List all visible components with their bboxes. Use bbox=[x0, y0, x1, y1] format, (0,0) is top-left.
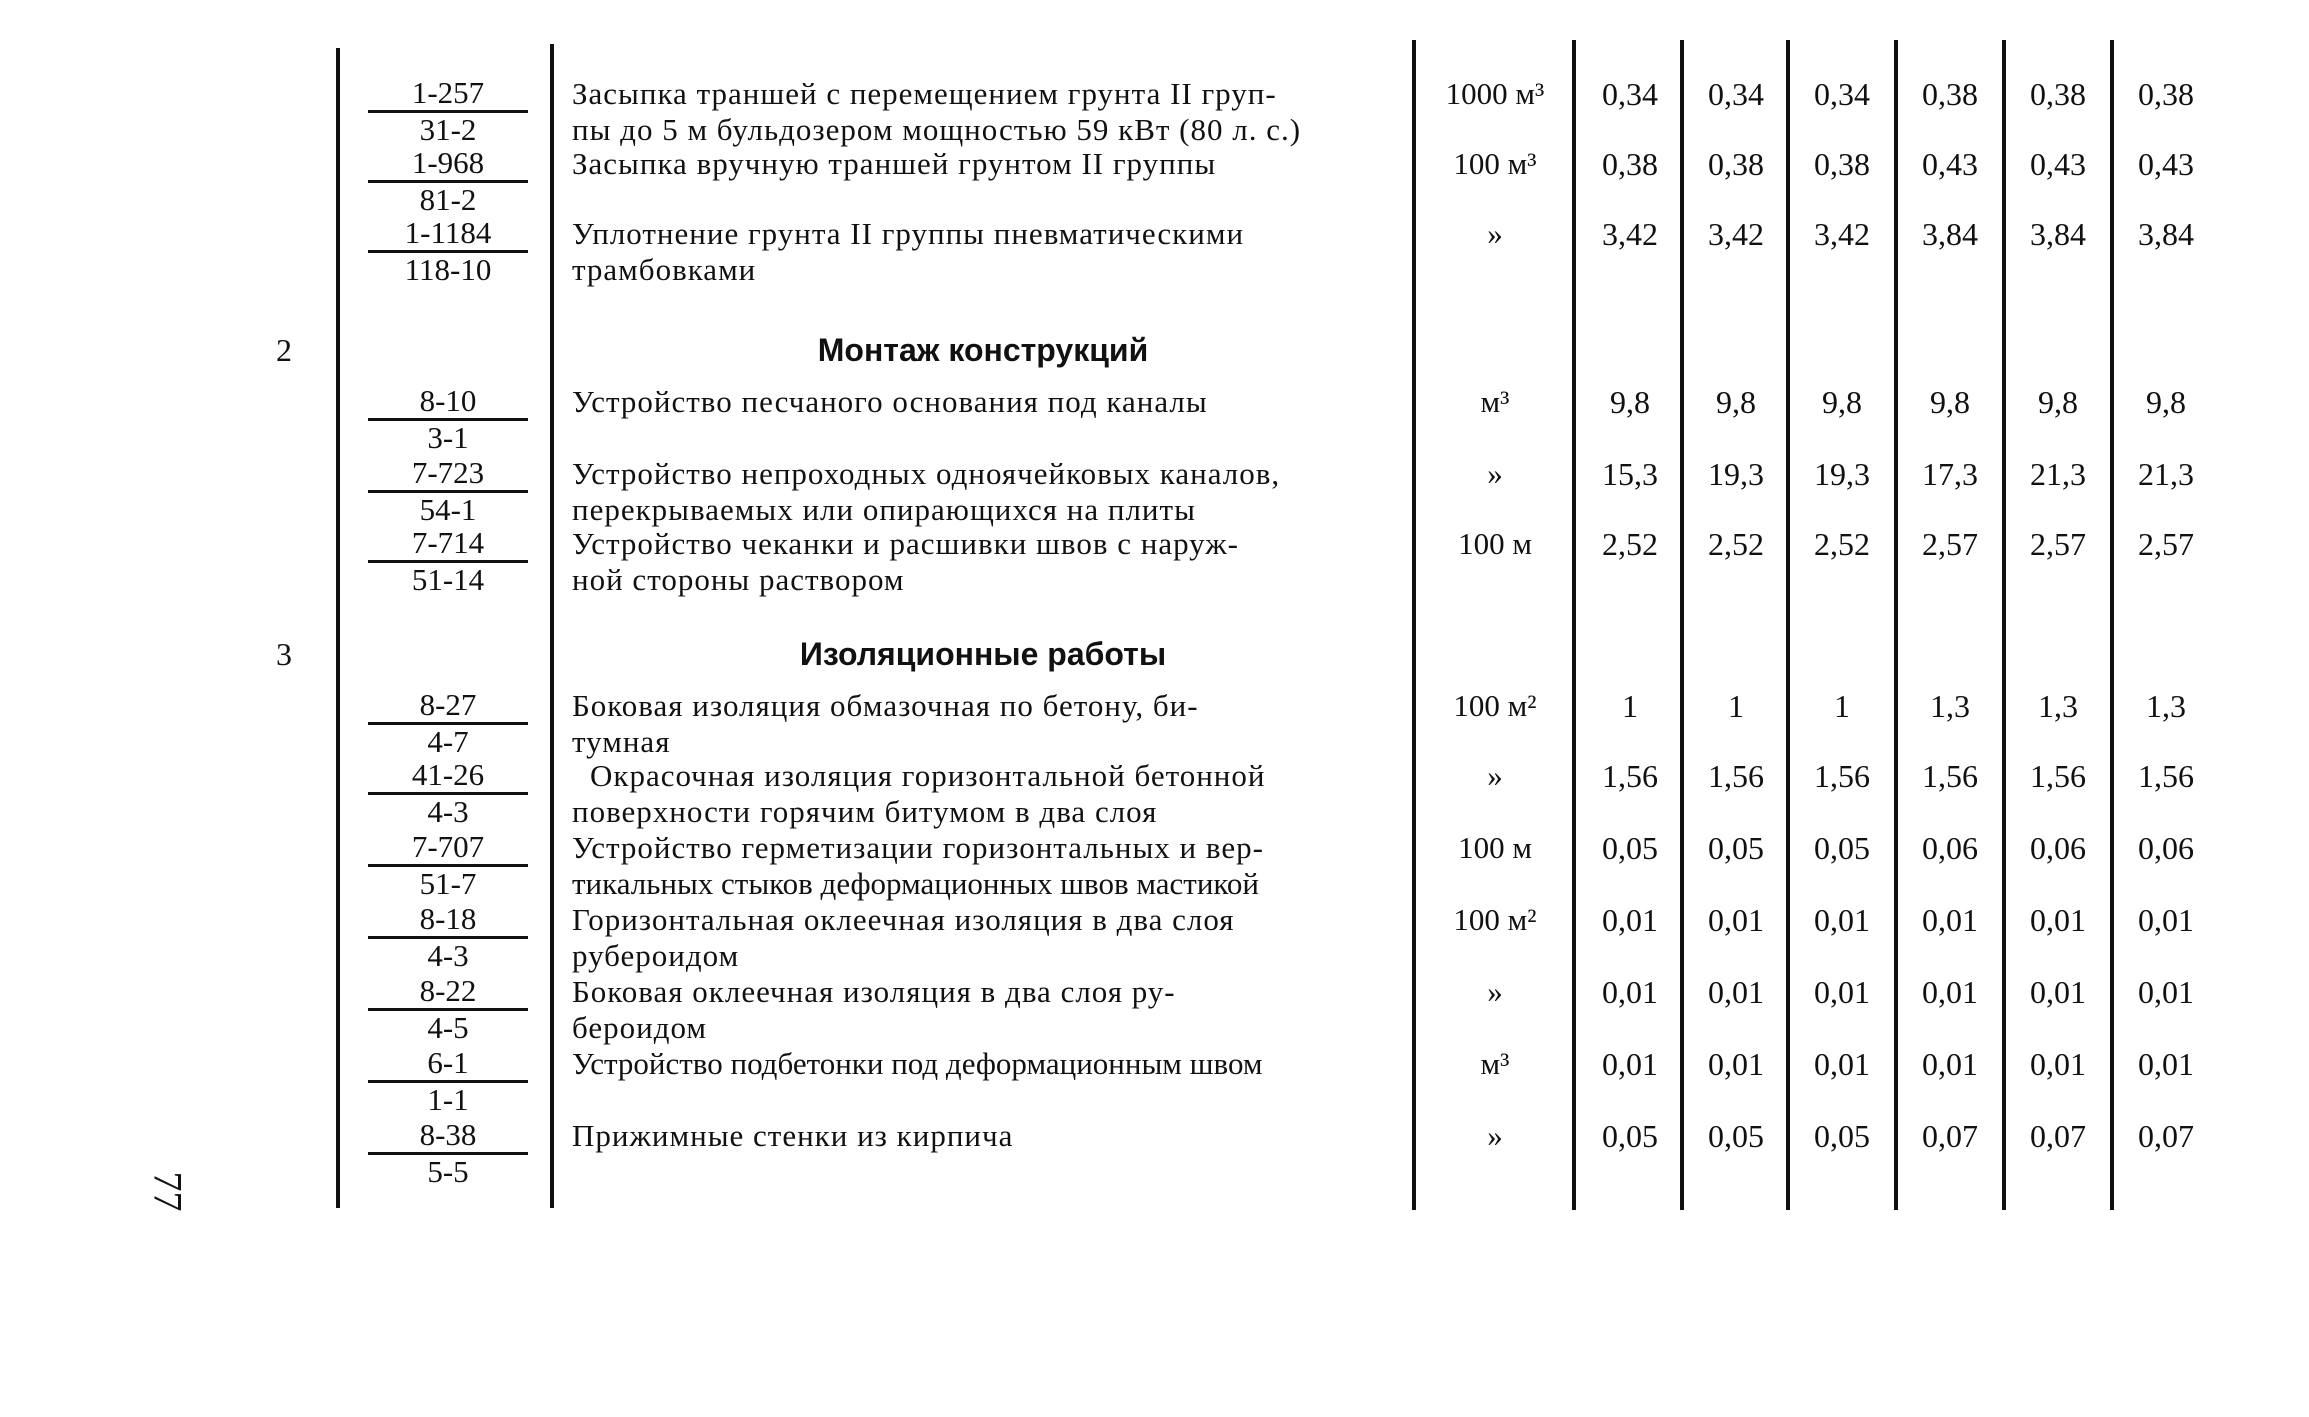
page-number: 77 bbox=[145, 1171, 191, 1212]
value-cell: 1,56 bbox=[1708, 758, 1764, 794]
value-cell: 0,01 bbox=[1602, 902, 1658, 938]
value-cell: 9,8 bbox=[1822, 384, 1862, 420]
column-rule bbox=[1412, 40, 1416, 1210]
norm-code bbox=[368, 384, 528, 455]
value-cell: 0,38 bbox=[1922, 76, 1978, 112]
code-denominator: 4-7 bbox=[427, 724, 469, 759]
code-numerator: 1-1184 bbox=[368, 216, 528, 253]
value-cell: 0,38 bbox=[2138, 76, 2194, 112]
value-cell: 0,01 bbox=[1814, 902, 1870, 938]
description-line: тумная bbox=[572, 724, 671, 759]
code-denominator: 3-1 bbox=[427, 420, 469, 455]
work-description bbox=[572, 146, 1394, 182]
value-cell: 0,06 bbox=[2138, 830, 2194, 866]
value-cell: 0,05 bbox=[1814, 1118, 1870, 1154]
value-cell: 9,8 bbox=[1930, 384, 1970, 420]
value-cell: 0,01 bbox=[2030, 974, 2086, 1010]
value-cell: 0,43 bbox=[2138, 146, 2194, 182]
norm-code bbox=[368, 526, 528, 597]
code-numerator: 7-714 bbox=[368, 526, 528, 563]
norm-code bbox=[368, 146, 528, 217]
code-numerator: 1-968 bbox=[368, 146, 528, 183]
work-description bbox=[572, 76, 1394, 148]
code-numerator: 7-707 bbox=[368, 830, 528, 867]
value-cell: 1,56 bbox=[1602, 758, 1658, 794]
value-cell: 9,8 bbox=[1610, 384, 1650, 420]
norm-code bbox=[368, 974, 528, 1045]
value-cell: 9,8 bbox=[2038, 384, 2078, 420]
description-line: бероидом bbox=[572, 1010, 708, 1045]
unit: » bbox=[1487, 216, 1503, 251]
description-line: Горизонтальная оклеечная изоляция в два слоя bbox=[572, 902, 1235, 937]
value-cell: 0,34 bbox=[1708, 76, 1764, 112]
value-cell: 2,57 bbox=[2138, 526, 2194, 562]
norm-code bbox=[368, 830, 528, 901]
value-cell: 0,01 bbox=[1922, 974, 1978, 1010]
value-cell: 1,56 bbox=[2138, 758, 2194, 794]
value-cell: 0,01 bbox=[1708, 1046, 1764, 1082]
unit: » bbox=[1487, 974, 1503, 1009]
value-cell: 0,05 bbox=[1814, 830, 1870, 866]
value-cell: 0,05 bbox=[1708, 1118, 1764, 1154]
value-cell: 21,3 bbox=[2030, 456, 2086, 492]
work-description bbox=[572, 384, 1394, 420]
column-rule bbox=[1572, 40, 1576, 1210]
norm-code bbox=[368, 76, 528, 147]
description-line: пы до 5 м бульдозером мощностью 59 кВт (80 л. с.) bbox=[572, 112, 1302, 147]
value-cell: 1,56 bbox=[1814, 758, 1870, 794]
description-line: поверхности горячим битумом в два слоя bbox=[572, 794, 1158, 829]
unit: » bbox=[1487, 456, 1503, 491]
description-line: Боковая изоляция обмазочная по бетону, би- bbox=[572, 688, 1199, 723]
value-cell: 2,57 bbox=[2030, 526, 2086, 562]
value-cell: 0,01 bbox=[1814, 974, 1870, 1010]
column-rule bbox=[2110, 40, 2114, 1210]
value-cell: 1 bbox=[1728, 688, 1744, 724]
code-denominator: 51-14 bbox=[411, 562, 485, 597]
value-cell: 2,52 bbox=[1814, 526, 1870, 562]
value-cell: 0,01 bbox=[1602, 974, 1658, 1010]
norm-code bbox=[368, 1046, 528, 1117]
description-line: Прижимные стенки из кирпича bbox=[572, 1118, 1014, 1153]
code-numerator: 41-26 bbox=[368, 758, 528, 795]
unit: » bbox=[1487, 1118, 1503, 1153]
code-numerator: 6-1 bbox=[368, 1046, 528, 1083]
value-cell: 9,8 bbox=[2146, 384, 2186, 420]
value-cell: 0,01 bbox=[2030, 1046, 2086, 1082]
work-description bbox=[572, 830, 1394, 902]
norm-code bbox=[368, 902, 528, 973]
value-cell: 17,3 bbox=[1922, 456, 1978, 492]
value-cell: 3,84 bbox=[2030, 216, 2086, 252]
column-rule bbox=[550, 44, 554, 1208]
code-numerator: 8-10 bbox=[368, 384, 528, 421]
description-line: ной стороны раствором bbox=[572, 562, 905, 597]
description-line: Засыпка вручную траншей грунтом II группы bbox=[572, 146, 1217, 181]
value-cell: 0,01 bbox=[1814, 1046, 1870, 1082]
value-cell: 0,07 bbox=[2138, 1118, 2194, 1154]
value-cell: 0,01 bbox=[1922, 1046, 1978, 1082]
value-cell: 0,06 bbox=[2030, 830, 2086, 866]
code-denominator: 51-7 bbox=[419, 866, 477, 901]
description-line: Устройство непроходных одноячейковых каналов, bbox=[572, 456, 1281, 491]
description-line: тикальных стыков деформационных швов мастикой bbox=[572, 866, 1259, 901]
unit: 100 м² bbox=[1453, 902, 1537, 937]
description-line: Устройство песчаного основания под каналы bbox=[572, 384, 1208, 419]
work-description bbox=[572, 902, 1394, 974]
description-line: перекрываемых или опирающихся на плиты bbox=[572, 492, 1196, 527]
code-numerator: 8-38 bbox=[368, 1118, 528, 1155]
work-description bbox=[572, 758, 1394, 830]
code-numerator: 7-723 bbox=[368, 456, 528, 493]
unit: м³ bbox=[1480, 1046, 1510, 1081]
norm-code bbox=[368, 1118, 528, 1189]
value-cell: 0,05 bbox=[1602, 1118, 1658, 1154]
code-denominator: 4-5 bbox=[427, 1010, 469, 1045]
value-cell: 1,56 bbox=[1922, 758, 1978, 794]
description-line: Устройство герметизации горизонтальных и вер- bbox=[572, 830, 1264, 865]
value-cell: 0,01 bbox=[1922, 902, 1978, 938]
description-line: Уплотнение грунта II группы пневматическими bbox=[572, 216, 1245, 251]
norm-code bbox=[368, 456, 528, 527]
column-rule bbox=[1680, 40, 1684, 1210]
column-rule bbox=[336, 48, 340, 1208]
unit: 1000 м³ bbox=[1445, 76, 1545, 111]
code-numerator: 8-22 bbox=[368, 974, 528, 1011]
value-cell: 2,57 bbox=[1922, 526, 1978, 562]
code-numerator: 8-27 bbox=[368, 688, 528, 725]
value-cell: 3,84 bbox=[2138, 216, 2194, 252]
value-cell: 15,3 bbox=[1602, 456, 1658, 492]
value-cell: 0,43 bbox=[2030, 146, 2086, 182]
value-cell: 1 bbox=[1834, 688, 1850, 724]
value-cell: 0,01 bbox=[2138, 974, 2194, 1010]
value-cell: 0,05 bbox=[1708, 830, 1764, 866]
description-line: Засыпка траншей с перемещением грунта II груп- bbox=[572, 76, 1277, 111]
description-line: Устройство подбетонки под деформационным швом bbox=[572, 1046, 1263, 1081]
column-rule bbox=[1894, 40, 1898, 1210]
unit: м³ bbox=[1480, 384, 1510, 419]
value-cell: 1 bbox=[1622, 688, 1638, 724]
value-cell: 2,52 bbox=[1602, 526, 1658, 562]
value-cell: 19,3 bbox=[1708, 456, 1764, 492]
value-cell: 0,01 bbox=[1602, 1046, 1658, 1082]
code-denominator: 1-1 bbox=[427, 1082, 469, 1117]
value-cell: 0,06 bbox=[1922, 830, 1978, 866]
code-denominator: 5-5 bbox=[427, 1154, 469, 1189]
work-description bbox=[572, 456, 1394, 528]
section-title: Изоляционные работы bbox=[799, 636, 1167, 672]
description-line: трамбовками bbox=[572, 252, 757, 287]
code-numerator: 1-257 bbox=[368, 76, 528, 113]
code-denominator: 81-2 bbox=[419, 182, 477, 217]
value-cell: 0,01 bbox=[2030, 902, 2086, 938]
description-line: Устройство чеканки и расшивки швов с наруж- bbox=[572, 526, 1239, 561]
code-denominator: 118-10 bbox=[404, 252, 492, 287]
section-number: 2 bbox=[276, 332, 292, 368]
value-cell: 21,3 bbox=[2138, 456, 2194, 492]
norm-code bbox=[368, 216, 528, 287]
value-cell: 0,05 bbox=[1602, 830, 1658, 866]
unit: 100 м³ bbox=[1453, 146, 1537, 181]
work-description bbox=[572, 974, 1394, 1046]
unit: 100 м bbox=[1458, 526, 1532, 561]
section-title: Монтаж конструкций bbox=[817, 332, 1149, 368]
unit: » bbox=[1487, 758, 1503, 793]
value-cell: 1,3 bbox=[2146, 688, 2186, 724]
work-description bbox=[572, 1118, 1394, 1154]
work-description bbox=[572, 1046, 1394, 1082]
work-description bbox=[572, 216, 1394, 288]
value-cell: 0,34 bbox=[1814, 76, 1870, 112]
value-cell: 0,38 bbox=[1814, 146, 1870, 182]
work-description bbox=[572, 526, 1394, 598]
value-cell: 2,52 bbox=[1708, 526, 1764, 562]
value-cell: 3,84 bbox=[1922, 216, 1978, 252]
unit: 100 м² bbox=[1453, 688, 1537, 723]
code-denominator: 4-3 bbox=[427, 938, 469, 973]
value-cell: 1,3 bbox=[1930, 688, 1970, 724]
value-cell: 3,42 bbox=[1708, 216, 1764, 252]
value-cell: 0,01 bbox=[1708, 974, 1764, 1010]
norm-code bbox=[368, 758, 528, 829]
description-line: Боковая оклеечная изоляция в два слоя ру- bbox=[572, 974, 1176, 1009]
value-cell: 0,43 bbox=[1922, 146, 1978, 182]
value-cell: 0,38 bbox=[2030, 76, 2086, 112]
value-cell: 1,56 bbox=[2030, 758, 2086, 794]
value-cell: 19,3 bbox=[1814, 456, 1870, 492]
code-numerator: 8-18 bbox=[368, 902, 528, 939]
section-number: 3 bbox=[276, 636, 292, 672]
value-cell: 0,07 bbox=[2030, 1118, 2086, 1154]
code-denominator: 4-3 bbox=[427, 794, 469, 829]
code-denominator: 31-2 bbox=[419, 112, 477, 147]
value-cell: 0,01 bbox=[1708, 902, 1764, 938]
work-description bbox=[572, 688, 1394, 760]
norm-code bbox=[368, 688, 528, 759]
value-cell: 0,38 bbox=[1602, 146, 1658, 182]
value-cell: 3,42 bbox=[1602, 216, 1658, 252]
code-denominator: 54-1 bbox=[419, 492, 477, 527]
description-line: рубероидом bbox=[572, 938, 740, 973]
value-cell: 0,38 bbox=[1708, 146, 1764, 182]
value-cell: 9,8 bbox=[1716, 384, 1756, 420]
value-cell: 0,01 bbox=[2138, 902, 2194, 938]
unit: 100 м bbox=[1458, 830, 1532, 865]
value-cell: 0,07 bbox=[1922, 1118, 1978, 1154]
description-line: Окрасочная изоляция горизонтальной бетонной bbox=[590, 758, 1266, 793]
column-rule bbox=[2002, 40, 2006, 1210]
value-cell: 3,42 bbox=[1814, 216, 1870, 252]
value-cell: 1,3 bbox=[2038, 688, 2078, 724]
value-cell: 0,34 bbox=[1602, 76, 1658, 112]
column-rule bbox=[1786, 40, 1790, 1210]
value-cell: 0,01 bbox=[2138, 1046, 2194, 1082]
